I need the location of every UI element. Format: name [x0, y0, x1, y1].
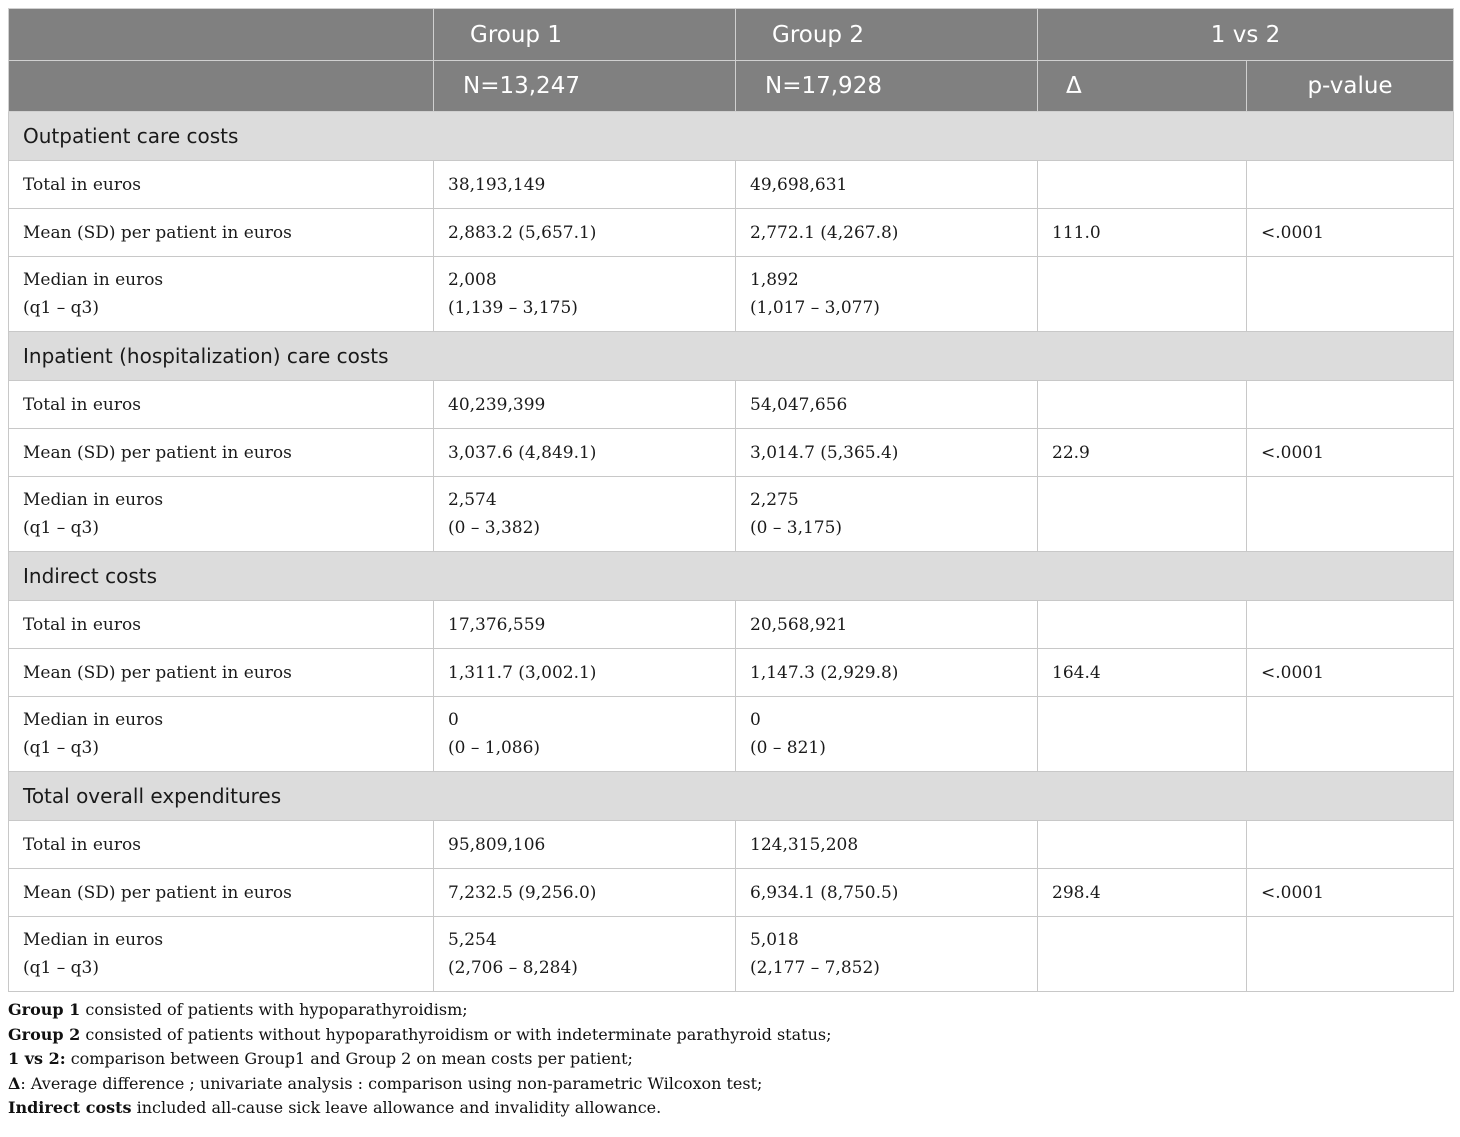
pvalue-value: <.0001 — [1247, 869, 1454, 917]
median-value: 5,018 — [750, 930, 799, 950]
delta-value — [1038, 477, 1247, 552]
table-row — [9, 869, 1454, 917]
pvalue-value: <.0001 — [1247, 649, 1454, 697]
table-row — [9, 161, 1454, 209]
table-row — [9, 601, 1454, 649]
section-title: Total overall expenditures — [9, 772, 1454, 821]
group1-value: 7,232.5 (9,256.0) — [434, 869, 736, 917]
delta-value — [1038, 917, 1247, 992]
group1-value: 40,239,399 — [434, 381, 736, 429]
footnote — [8, 1072, 1453, 1097]
header-group2: Group 2 — [736, 9, 1038, 61]
group1-value — [434, 697, 736, 772]
median-value: 0 — [750, 710, 761, 730]
table-row — [9, 821, 1454, 869]
group2-value: 20,568,921 — [736, 601, 1038, 649]
footnote — [8, 998, 1453, 1023]
row-label: Mean (SD) per patient in euros — [9, 429, 434, 477]
table-row — [9, 429, 1454, 477]
group2-value: 1,147.3 (2,929.8) — [736, 649, 1038, 697]
row-label — [9, 477, 434, 552]
median-label: Median in euros — [23, 930, 164, 950]
delta-value — [1038, 821, 1247, 869]
quartile-range: (0 – 1,086) — [448, 738, 541, 758]
quartile-label: (q1 – q3) — [23, 958, 99, 978]
group1-value — [434, 477, 736, 552]
median-value: 5,254 — [448, 930, 497, 950]
group1-value — [434, 257, 736, 332]
group2-value: 124,315,208 — [736, 821, 1038, 869]
quartile-range: (0 – 821) — [750, 738, 826, 758]
median-label: Median in euros — [23, 270, 164, 290]
table-row — [9, 477, 1454, 552]
row-label: Mean (SD) per patient in euros — [9, 649, 434, 697]
group1-value: 2,883.2 (5,657.1) — [434, 209, 736, 257]
pvalue-value — [1247, 821, 1454, 869]
header-pvalue: p-value — [1247, 61, 1454, 112]
median-value: 2,008 — [448, 270, 497, 290]
quartile-range: (2,177 – 7,852) — [750, 958, 880, 978]
median-value: 1,892 — [750, 270, 799, 290]
header-n2: N=17,928 — [736, 61, 1038, 112]
group2-value — [736, 477, 1038, 552]
median-label: Median in euros — [23, 490, 164, 510]
median-label: Median in euros — [23, 710, 164, 730]
row-label: Mean (SD) per patient in euros — [9, 209, 434, 257]
quartile-range: (2,706 – 8,284) — [448, 958, 578, 978]
delta-value — [1038, 161, 1247, 209]
pvalue-value — [1247, 917, 1454, 992]
delta-value — [1038, 697, 1247, 772]
group1-value: 1,311.7 (3,002.1) — [434, 649, 736, 697]
footnote-text: included all-cause sick leave allowance and invalidity allowance. — [131, 1098, 662, 1117]
group2-value — [736, 697, 1038, 772]
footnote — [8, 1047, 1453, 1072]
section-row — [9, 112, 1454, 161]
group2-value: 6,934.1 (8,750.5) — [736, 869, 1038, 917]
pvalue-value: <.0001 — [1247, 429, 1454, 477]
row-label: Total in euros — [9, 821, 434, 869]
footnote-term: Group 1 — [8, 1000, 81, 1019]
delta-value: 22.9 — [1038, 429, 1247, 477]
quartile-range: (1,139 – 3,175) — [448, 298, 578, 318]
row-label — [9, 697, 434, 772]
table-body — [9, 112, 1454, 992]
group1-value: 3,037.6 (4,849.1) — [434, 429, 736, 477]
pvalue-value — [1247, 697, 1454, 772]
group1-value: 95,809,106 — [434, 821, 736, 869]
group2-value: 49,698,631 — [736, 161, 1038, 209]
table-header — [9, 9, 1454, 112]
footnote-term: Indirect costs — [8, 1098, 132, 1117]
pvalue-value — [1247, 381, 1454, 429]
group1-value — [434, 917, 736, 992]
row-label: Mean (SD) per patient in euros — [9, 869, 434, 917]
footnote-text: comparison between Group1 and Group 2 on mean costs per patient; — [65, 1049, 633, 1068]
table-row — [9, 917, 1454, 992]
group2-value: 54,047,656 — [736, 381, 1038, 429]
footnote-term: 1 vs 2: — [8, 1049, 66, 1068]
quartile-range: (0 – 3,175) — [750, 518, 843, 538]
row-label: Total in euros — [9, 161, 434, 209]
row-label — [9, 257, 434, 332]
delta-value: 111.0 — [1038, 209, 1247, 257]
table-row — [9, 381, 1454, 429]
section-title: Inpatient (hospitalization) care costs — [9, 332, 1454, 381]
row-label: Total in euros — [9, 601, 434, 649]
group2-value: 2,772.1 (4,267.8) — [736, 209, 1038, 257]
section-title: Outpatient care costs — [9, 112, 1454, 161]
table-row — [9, 697, 1454, 772]
footnote-term: Δ — [8, 1073, 21, 1093]
footnote-text: : Average difference ; univariate analysis : comparison using non-parametric Wilcoxon test; — [20, 1073, 763, 1093]
footnote-text: consisted of patients without hypoparathyroidism or with indeterminate parathyroid status; — [80, 1024, 832, 1044]
footnote — [8, 1023, 1453, 1048]
pvalue-value: <.0001 — [1247, 209, 1454, 257]
section-title: Indirect costs — [9, 552, 1454, 601]
header-n1: N=13,247 — [434, 61, 736, 112]
quartile-label: (q1 – q3) — [23, 518, 99, 538]
group1-value: 38,193,149 — [434, 161, 736, 209]
group2-value — [736, 257, 1038, 332]
median-value: 0 — [448, 710, 459, 730]
footnote — [8, 1096, 1453, 1121]
header-compare: 1 vs 2 — [1038, 9, 1454, 61]
pvalue-value — [1247, 477, 1454, 552]
median-value: 2,574 — [448, 490, 497, 510]
delta-value: 164.4 — [1038, 649, 1247, 697]
table-row — [9, 257, 1454, 332]
header-empty-cell — [9, 9, 434, 61]
delta-value — [1038, 381, 1247, 429]
median-value: 2,275 — [750, 490, 799, 510]
delta-value: 298.4 — [1038, 869, 1247, 917]
cost-table — [8, 8, 1454, 992]
group1-value: 17,376,559 — [434, 601, 736, 649]
quartile-range: (1,017 – 3,077) — [750, 298, 880, 318]
header-delta: Δ — [1038, 61, 1247, 112]
pvalue-value — [1247, 601, 1454, 649]
group2-value: 3,014.7 (5,365.4) — [736, 429, 1038, 477]
table-row — [9, 649, 1454, 697]
delta-value — [1038, 257, 1247, 332]
table-footnotes — [8, 998, 1453, 1121]
section-row — [9, 552, 1454, 601]
delta-value — [1038, 601, 1247, 649]
section-row — [9, 332, 1454, 381]
row-label: Total in euros — [9, 381, 434, 429]
pvalue-value — [1247, 257, 1454, 332]
header-group1: Group 1 — [434, 9, 736, 61]
quartile-label: (q1 – q3) — [23, 298, 99, 318]
footnote-text: consisted of patients with hypoparathyroidism; — [80, 1000, 468, 1019]
pvalue-value — [1247, 161, 1454, 209]
quartile-label: (q1 – q3) — [23, 738, 99, 758]
row-label — [9, 917, 434, 992]
section-row — [9, 772, 1454, 821]
quartile-range: (0 – 3,382) — [448, 518, 541, 538]
group2-value — [736, 917, 1038, 992]
header-empty-cell — [9, 61, 434, 112]
cost-table-container — [8, 8, 1453, 1121]
footnote-term: Group 2 — [8, 1024, 81, 1044]
table-row — [9, 209, 1454, 257]
